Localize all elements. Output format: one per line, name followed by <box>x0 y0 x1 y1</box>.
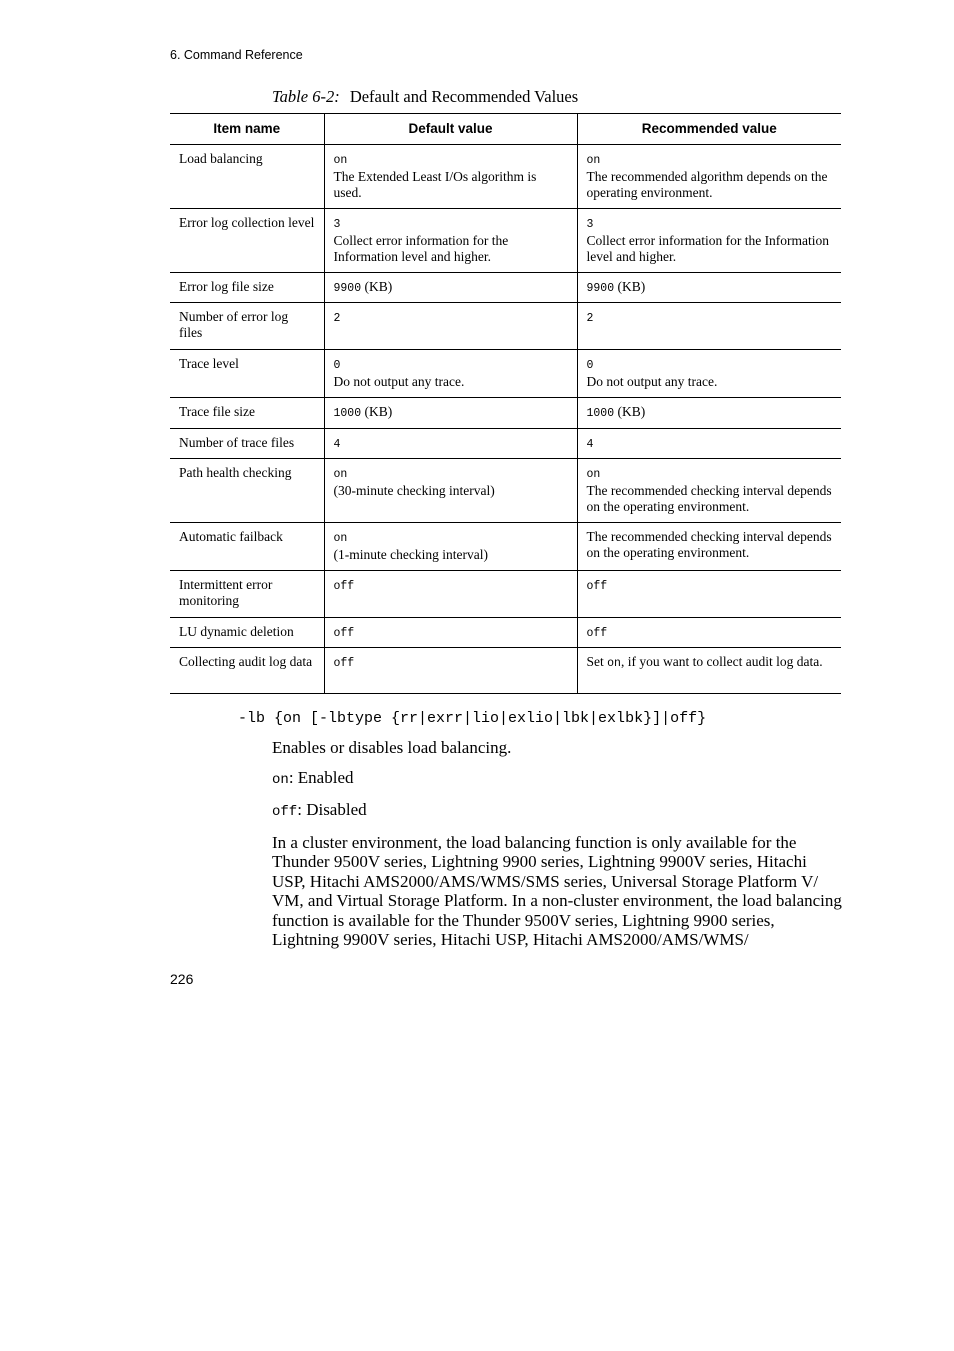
item-name-cell: Collecting audit log data <box>170 648 324 694</box>
default-value-cell <box>324 459 577 523</box>
value-code: 0 <box>586 359 594 372</box>
value-code: 4 <box>586 438 594 451</box>
recommended-value-cell <box>577 398 841 429</box>
value-prefix: Set <box>586 654 608 669</box>
table-row <box>170 571 841 618</box>
default-value-cell <box>324 209 577 273</box>
table-row <box>170 398 841 429</box>
value-description: (1-minute checking interval) <box>333 547 488 562</box>
value-code: 1000 <box>586 407 615 420</box>
value-suffix: , if you want to collect audit log data. <box>620 654 823 669</box>
value-code: on <box>333 468 348 481</box>
value-code: 9900 <box>333 282 362 295</box>
recommended-value-cell <box>577 459 841 523</box>
item-name-cell: Error log collection level <box>170 209 324 273</box>
default-value-cell <box>324 648 577 694</box>
default-value-cell <box>324 429 577 459</box>
recommended-value-cell <box>577 145 841 209</box>
recommended-value-cell <box>577 523 841 571</box>
value-code: 1000 <box>333 407 362 420</box>
table-row <box>170 350 841 398</box>
off-code: off <box>272 804 298 820</box>
value-code: 3 <box>333 218 341 231</box>
table-row <box>170 618 841 648</box>
option-off <box>272 800 844 823</box>
table-caption <box>272 87 578 107</box>
value-suffix: (KB) <box>361 404 393 419</box>
column-header-recommended-value: Recommended value <box>577 114 841 145</box>
default-value-cell <box>324 350 577 398</box>
recommended-value-cell <box>577 571 841 618</box>
value-code: off <box>333 627 355 640</box>
default-value-cell <box>324 618 577 648</box>
value-description: Do not output any trace. <box>333 374 465 389</box>
value-description: The recommended checking interval depends on the operating environment. <box>586 529 832 560</box>
value-suffix: (KB) <box>614 279 646 294</box>
table-row <box>170 523 841 571</box>
recommended-value-cell <box>577 209 841 273</box>
value-description: The Extended Least I/Os algorithm is used. <box>333 169 537 200</box>
recommended-value-cell <box>577 303 841 350</box>
table-row <box>170 273 841 303</box>
default-value-cell <box>324 571 577 618</box>
item-name-cell: Path health checking <box>170 459 324 523</box>
value-code: 3 <box>586 218 594 231</box>
value-code: 9900 <box>586 282 615 295</box>
item-name-cell: Trace file size <box>170 398 324 429</box>
item-name-cell: Intermittent error monitoring <box>170 571 324 618</box>
value-code: 2 <box>333 312 341 325</box>
table-row <box>170 303 841 350</box>
value-code: 0 <box>333 359 341 372</box>
item-name-cell: Number of error log files <box>170 303 324 350</box>
value-description: Collect error information for the Information level and higher. <box>333 233 509 264</box>
table-body <box>170 145 841 694</box>
table-caption-label: Table 6-2: <box>272 87 340 106</box>
running-head: 6. Command Reference <box>170 48 303 62</box>
item-name-cell: Trace level <box>170 350 324 398</box>
default-value-cell <box>324 273 577 303</box>
value-description: (30-minute checking interval) <box>333 483 495 498</box>
item-name-cell: LU dynamic deletion <box>170 618 324 648</box>
value-code: on <box>607 657 621 670</box>
recommended-value-cell <box>577 429 841 459</box>
value-description: The recommended algorithm depends on the operating environment. <box>586 169 828 200</box>
value-code: on <box>586 468 601 481</box>
value-code: off <box>586 580 608 593</box>
option-on <box>272 768 844 791</box>
cluster-paragraph: In a cluster environment, the load balancing function is only available for the Thunder 9500V series, Lightning 9900 series, Lightning 9900V series, Hitachi USP, Hitachi AMS2000/AMS/WMS/SMS series, Universal Storage Platform V/ VM, and Virtual Storage Platform. In a non-cluster environment, the load balancing function is available for the Thunder 9500V series, Lightning 9900 series, Lightning 9900V series, Hitachi USP, Hitachi AMS2000/AMS/WMS/ <box>272 832 842 949</box>
description-intro: Enables or disables load balancing. <box>272 738 512 757</box>
off-label: : Disabled <box>297 800 367 819</box>
value-description: Do not output any trace. <box>586 374 718 389</box>
table-row <box>170 429 841 459</box>
on-label: : Enabled <box>288 767 354 787</box>
page-number: 226 <box>170 971 194 987</box>
value-suffix: (KB) <box>614 404 646 419</box>
command-syntax: -lb {on [-lbtype {rr|exrr|lio|exlio|lbk|exlbk}]|off} <box>238 710 707 727</box>
item-name-cell: Error log file size <box>170 273 324 303</box>
column-header-default-value: Default value <box>324 114 577 145</box>
value-code: on <box>333 532 348 545</box>
default-value-cell <box>324 398 577 429</box>
value-code: off <box>586 627 608 640</box>
recommended-value-cell <box>577 648 841 694</box>
default-value-cell <box>324 145 577 209</box>
value-code: on <box>333 154 348 167</box>
value-description: The recommended checking interval depends on the operating environment. <box>586 483 832 514</box>
item-name-cell: Automatic failback <box>170 523 324 571</box>
value-code: off <box>333 580 355 593</box>
value-description: Collect error information for the Information level and higher. <box>586 233 830 264</box>
option-description <box>272 738 844 960</box>
default-value-cell <box>324 523 577 571</box>
default-values-table <box>170 113 841 694</box>
item-name-cell: Number of trace files <box>170 429 324 459</box>
value-suffix: (KB) <box>361 279 393 294</box>
default-value-cell <box>324 303 577 350</box>
value-code: on <box>586 154 601 167</box>
column-header-item-name: Item name <box>170 114 324 145</box>
table-row <box>170 209 841 273</box>
recommended-value-cell <box>577 618 841 648</box>
table-row <box>170 459 841 523</box>
on-code: on <box>272 771 289 788</box>
value-code: off <box>333 657 355 670</box>
recommended-value-cell <box>577 350 841 398</box>
table-row <box>170 648 841 694</box>
table-caption-title: Default and Recommended Values <box>349 87 579 106</box>
value-code: 4 <box>333 438 341 451</box>
table-header-row <box>170 114 841 145</box>
item-name-cell: Load balancing <box>170 145 324 209</box>
recommended-value-cell <box>577 273 841 303</box>
table-row <box>170 145 841 209</box>
value-code: 2 <box>586 312 594 325</box>
